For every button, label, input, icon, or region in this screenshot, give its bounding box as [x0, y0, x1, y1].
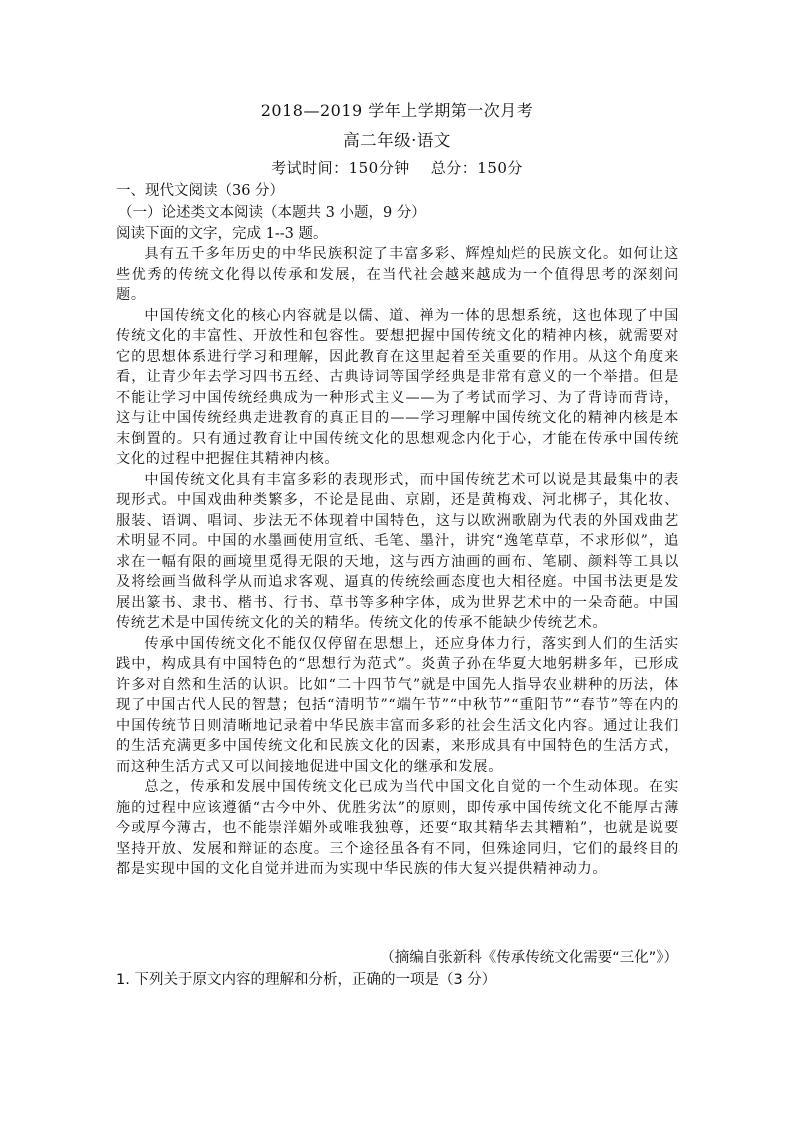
exam-title: 2018—2019 学年上学期第一次月考	[260, 101, 534, 120]
passage-paragraph-3: 中国传统文化具有丰富多彩的表现形式，而中国传统艺术可以说是其最集中的表现形式。中国戏曲种类繁多，不论是昆曲、京剧，还是黄梅戏、河北梆子，其化妆、服装、语调、唱词、步法无不体现着中国特色，这与以欧洲歌剧为代表的外国戏曲艺术明显不同。中国的水墨画使用宣纸、毛笔、墨汁，讲究“逸笔草草，不求形似”，追求在一幅有限的画境里觅得无限的天地，这与西方油画的画布、笔刷、颜料等工具以及将绘画当做科学从而追求客观、逼真的传统绘画态度也大相径庭。中国书法更是发展出篆书、隶书、楷书、行书、草书等多种字体，成为世界艺术中的一朵奇葩。中国传统艺术是中国传统文化的关的精华。传统文化的传承不能缺少传统艺术。	[116, 471, 679, 631]
subject-title: 高二年级·语文	[343, 131, 451, 150]
section-heading: 一、现代文阅读（36 分）	[116, 183, 285, 199]
exam-time-and-score: 考试时间：150分钟 总分：150分	[271, 159, 523, 177]
reading-passage	[116, 244, 679, 880]
passage-paragraph-1: 具有五千多年历史的中华民族积淀了丰富多彩、辉煌灿烂的民族文化。如何让这些优秀的传统文化得以传承和发展，在当代社会越来越成为一个值得思考的深刻问题。	[116, 246, 679, 303]
question-1: 1. 下列关于原文内容的理解和分析，正确的一项是（3 分）	[116, 972, 497, 988]
subsection-heading: （一）论述类文本阅读（本题共 3 小题，9 分）	[118, 205, 426, 221]
passage-source: （摘编自张新科《传承传统文化需要“三化”》）	[380, 950, 678, 966]
reading-instruction: 阅读下面的文字，完成 1--3 题。	[116, 226, 328, 242]
passage-paragraph-5: 总之，传承和发展中国传统文化已成为当代中国文化自觉的一个生动体现。在实施的过程中应该遵循“古今中外、优胜劣汰”的原则，即传承中国传统文化不能厚古薄今或厚今薄古，也不能崇洋媚外或唯我独尊，还要“取其精华去其糟粕”，也就是说要坚持开放、发展和辩证的态度。三个途径虽各有不同，但殊途同归，它们的最终目的都是实现中国的文化自觉并进而为实现中华民族的伟大复兴提供精神动力。	[116, 779, 679, 877]
passage-paragraph-2: 中国传统文化的核心内容就是以儒、道、禅为一体的思想系统，这也体现了中国传统文化的丰富性、开放性和包容性。要想把握中国传统文化的精神内核，就需要对它的思想体系进行学习和理解，因此教育在这里起着至关重要的作用。从这个角度来看，让青少年去学习四书五经、古典诗词等国学经典是非常有意义的一个举措。但是不能让学习中国传统经典成为一种形式主义——为了考试而学习、为了背诗而背诗，这与让中国传统经典走进教育的真正目的——学习理解中国传统文化的精神内核是本末倒置的。只有通过教育让中国传统文化的思想观念内化于心，才能在传承中国传统文化的过程中把握住其精神内核。	[116, 307, 679, 467]
passage-paragraph-4: 传承中国传统文化不能仅仅停留在思想上，还应身体力行，落实到人们的生活实践中，构成具有中国特色的“思想行为范式”。炎黄子孙在华夏大地躬耕多年，已形成许多对自然和生活的认识。比如“二十四节气”就是中国先人指导农业耕种的历法，体现了中国古代人民的智慧；包括“清明节”“端午节”“中秋节”“重阳节”“春节”等在内的中国传统节日则清晰地记录着中华民族丰富而多彩的社会生活文化内容。通过让我们的生活充满更多中国传统文化和民族文化的因素，来形成具有中国特色的生活方式，而这种生活方式又可以间接地促进中国文化的继承和发展。	[116, 635, 679, 775]
